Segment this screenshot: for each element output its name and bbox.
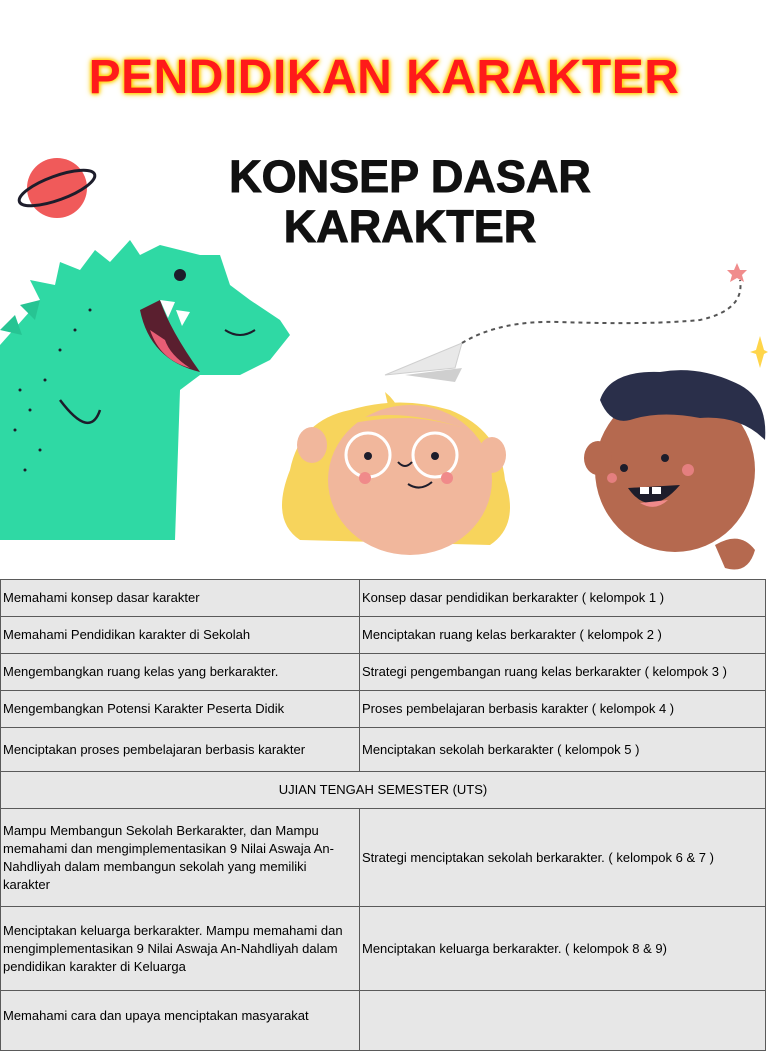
- subtitle-line-2: KARAKTER: [283, 201, 537, 252]
- table-row: [1, 907, 766, 991]
- table-row: [1, 580, 766, 617]
- table-cell-group: Proses pembelajaran berbasis karakter ( kelompok 4 ): [360, 691, 766, 728]
- table-cell-group: Strategi menciptakan sekolah berkarakter. ( kelompok 6 & 7 ): [360, 809, 766, 907]
- table-cell-group: Menciptakan keluarga berkarakter. ( kelompok 8 & 9): [360, 907, 766, 991]
- planet-icon: [15, 158, 98, 218]
- page-title: PENDIDIKAN KARAKTER: [88, 51, 680, 104]
- star-icon: [727, 263, 768, 368]
- table-cell-group: Menciptakan sekolah berkarakter ( kelompok 5 ): [360, 728, 766, 772]
- table-cell-topic: Memahami konsep dasar karakter: [1, 580, 360, 617]
- dinosaur-icon: [0, 240, 290, 540]
- paper-plane-icon: [385, 280, 741, 382]
- cartoon-illustration: [0, 150, 768, 575]
- table-cell-topic: Memahami Pendidikan karakter di Sekolah: [1, 617, 360, 654]
- syllabus-table: [0, 579, 766, 1051]
- table-row-midterm: [1, 772, 766, 809]
- table-cell-topic: Mampu Membangun Sekolah Berkarakter, dan Mampu memahami dan mengimplementasikan 9 Nilai Aswaja An-Nahdliyah dalam membangun sekolah yang memiliki karakter: [1, 809, 360, 907]
- table-row: [1, 617, 766, 654]
- subtitle-line-1: KONSEP DASAR: [229, 151, 591, 202]
- table-cell-topic: Mengembangkan ruang kelas yang berkarakter.: [1, 654, 360, 691]
- boy-icon: [584, 370, 765, 569]
- table-row: [1, 809, 766, 907]
- table-row: [1, 654, 766, 691]
- table-row: [1, 691, 766, 728]
- table-cell-group: [360, 991, 766, 1051]
- table-cell-topic: Menciptakan proses pembelajaran berbasis karakter: [1, 728, 360, 772]
- girl-with-glasses-icon: [282, 392, 510, 555]
- table-cell-group: Strategi pengembangan ruang kelas berkarakter ( kelompok 3 ): [360, 654, 766, 691]
- table-cell-topic: Mengembangkan Potensi Karakter Peserta Didik: [1, 691, 360, 728]
- table-row: [1, 728, 766, 772]
- table-cell-topic: Memahami cara dan upaya menciptakan masyarakat: [1, 991, 360, 1051]
- table-cell-topic: Menciptakan keluarga berkarakter. Mampu memahami dan mengimplementasikan 9 Nilai Aswaja An-Nahdliyah dalam pendidikan karakter di Keluarga: [1, 907, 360, 991]
- table-row: [1, 991, 766, 1051]
- table-cell-group: Menciptakan ruang kelas berkarakter ( kelompok 2 ): [360, 617, 766, 654]
- table-cell-group: Konsep dasar pendidikan berkarakter ( kelompok 1 ): [360, 580, 766, 617]
- midterm-cell: UJIAN TENGAH SEMESTER (UTS): [1, 772, 766, 809]
